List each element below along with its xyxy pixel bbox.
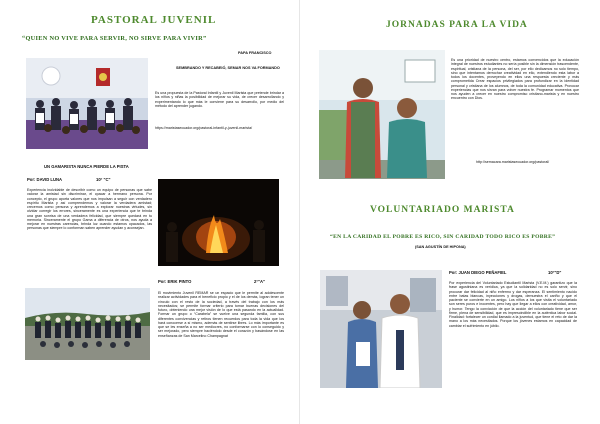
bonfire-photo: [158, 179, 279, 266]
page-divider: [299, 0, 300, 424]
article1-author: Por: DAVID LUNA: [27, 177, 63, 182]
group-photo-caption: UN GAMARISTA NUNCA PIERDE LA PISTA: [44, 164, 129, 169]
pastoral-motto: “QUIEN NO VIVE PARA SERVIR, NO SIRVE PARA VIVIR”: [22, 35, 207, 42]
motto-author: PAPA FRANCISCO: [238, 51, 272, 55]
article2-body: El movimiento Juvenil REMAR se un espacio que le permite al adolescente realizar actividades para el beneficio propio y el de los demás, logran tener un vínculo con el resto de la sociedad, a través del trabajo con los más necesitados; se permite formar criterio para tomar buenas decisiones del futuro, obteniendo una mejor visión de lo que está pasando en la actualidad. Formar un grupo o “Carabela” se vuelve una segunda familia, con sus diferentes convivencias y retiros tienen recuerdos para toda la vida que los hará conocerse a sí mismo, además de sentirse libres. Lo más importante es que se les enseña a no ser mediocres, no conformarse con lo conseguido y ser mejorado, pero siempre haciéndolo desde el corazón y basándose en las enseñanzas de San Marcelino Champagnat: [158, 291, 284, 338]
article1-grade: 10° "C": [96, 177, 111, 182]
pastoral-url[interactable]: https://maristasecuador.org/pastoral-infantil-y-juvenil-marista/: [155, 126, 253, 130]
voluntariado-quote: “EN LA CARIDAD EL POBRE ES RICO, SIN CARIDAD TODO RICO ES POBRE”: [330, 234, 556, 240]
group-photo: [26, 58, 148, 149]
article2-grade: 2°"A": [254, 279, 265, 284]
voluntariado-body: Por experiencia del Voluntariado Estudiantil Marista (V.E.M.) garantizo que la frase agustiniana es verídica, ya que la solidaridad no es solo servir, sino procurar dar felicidad al niño enfermo y dar esperanza. El sentimiento nacido entre batas blancas, inyecciones y drogas, demuestra el cariño y que el paciente se convierte en un amigo. Los niños a los que visita el voluntariado son seres puros e inocentes, pero hay que llegar a ellos con creatividad, amor, y humor. Tengo la convicción de que la acción del voluntariado tiene que ser firme, plena de sensibilidad, que es imprescindible en la auténtica labor social. Finalidad: fortalecer un cordial llamado a la juventud, que tiene el reto de dar la mano a los más necesitados. Porque los jóvenes estamos en capacidad de cambiar el sufrimiento en júbilo.: [449, 281, 577, 328]
voluntariado-author: Por: JUAN DIEGO PEÑAFIEL: [449, 270, 507, 275]
jornadas-title: JORNADAS PARA LA VIDA: [386, 20, 528, 30]
remar-group-photo: [25, 288, 150, 360]
article1-body: Experiencia inolvidable de describir como un equipo de personas que sabe valorar la amistad sin discriminar, el cpacar a hermano persona. Por concepto, el grupo aporta valores que nos impulsan a seguir con verdadero espíritu Marista y así comprendemos y valorar la verdadera amistad; crecemos como persona y aprendemos a explorar nuestras virtudes, sin olvidar corregir los errores, sinceramente es una experiencia que te brinda una gran sonrisa de una verdadera felicidad, que siempre quedará en tu memoria. Sinceramente el grupo Gama a diferencia de otros, nos ayuda a mejorar en nuestras carencias, brinda luz cuando estamos opacados, las personas que siempre lo conforman saben aprender ayudan y aconsejan.: [27, 188, 152, 231]
pastoral-intro: Es una propuesta de la Pastoral Infantil y Juvenil Marista que pretende brindar a los niños y niñas la posibilidad de mejorar su vida, de crecer desarrollando y experimentando lo que más le conviene para su desarrollo, por medio del método del aprender jugando.: [155, 91, 284, 108]
article2-author: Por: ERIK PINTO: [158, 279, 192, 284]
voluntariado-photo: [320, 270, 442, 388]
pastoral-subheading: SEMBRANDO Y RECABEIÓ, SEMAR NOS VA FORMANDO: [176, 66, 280, 70]
voluntariado-quote-author: (SAN AGUSTÍN DE HIPONA): [415, 245, 466, 249]
voluntariado-grade: 10°"D": [548, 270, 562, 275]
jornadas-photo: [319, 50, 445, 179]
jornadas-url[interactable]: http://semacara.maristasecuador.org/pastoral/: [476, 160, 550, 164]
voluntariado-title: VOLUNTARIADO MARISTA: [370, 205, 515, 215]
jornadas-body: Es una prioridad de nuestro centro, estamos convencidos que la educación integral de nuestros estudiantes no sería posible sin la dimensión trascendente, espiritual, cristiana de la persona, del ser, por ello dedicamos no solo tiempo, sino que intentamos derrochar creatividad en ello, extendiendo esta labor a todos los docentes, proveyendo en ellos una respuesta creciente y más comprometida Crear espacios privilegiados para profundizar en la identidad personal y cristiana de los alumnos, de toda la comunidad educativa. Provocar experiencias que nos sirvan para volver nuestra fe. Programar momentos que nos ayuden a crecer en nuestro compromiso cristiano-marista y en nuestro encuentro con Dios.: [451, 58, 579, 101]
pastoral-title: PASTORAL JUVENIL: [91, 14, 217, 26]
